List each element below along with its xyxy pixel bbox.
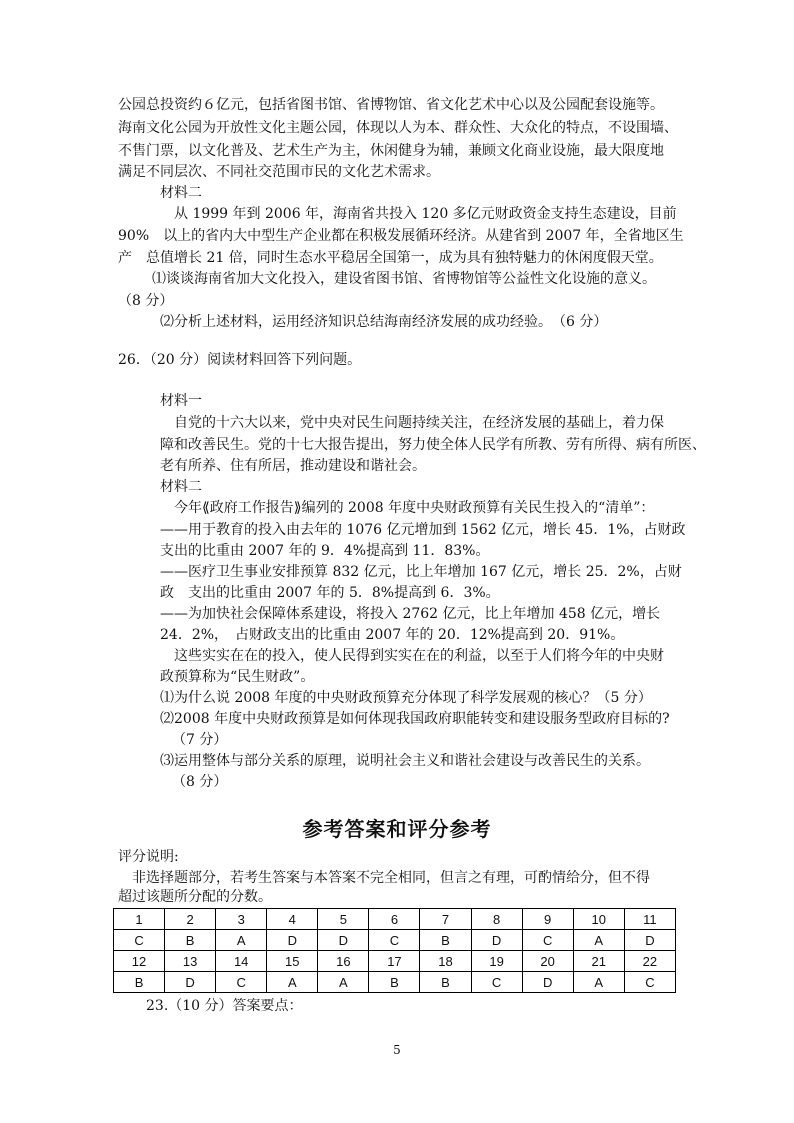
table-cell: A: [573, 930, 624, 951]
table-cell: D: [471, 930, 522, 951]
scoring-note: 非选择题部分，若考生答案与本答案不完全相同，但言之有理，可酌情给分，但不得: [132, 870, 650, 886]
text-line: 不售门票，以文化普及、艺术生产为主，休闲健身为辅，兼顾文化商业设施，最大限度地: [118, 143, 664, 159]
table-cell: 2: [165, 909, 216, 930]
table-cell: B: [369, 972, 420, 993]
text-line: 支出的比重由 2007 年的 9．4%提高到 11．83%。: [160, 543, 490, 559]
table-cell: 9: [522, 909, 573, 930]
table-row: [114, 909, 676, 930]
text-line: 从 1999 年到 2006 年，海南省共投入 120 多亿元财政资金支持生态建设，目前: [174, 206, 677, 222]
table-cell: 3: [216, 909, 267, 930]
table-cell: B: [420, 972, 471, 993]
table-cell: C: [471, 972, 522, 993]
table-cell: 17: [369, 951, 420, 972]
table-cell: C: [624, 972, 675, 993]
material-heading: 材料二: [160, 479, 202, 495]
text-line: 90% 以上的省内大中型生产企业都在积极发展循环经济。从建省到 2007 年，全省地区生: [118, 228, 684, 244]
text-line: 自党的十六大以来，党中央对民生问题持续关注，在经济发展的基础上，着力保: [174, 415, 664, 431]
table-cell: 13: [165, 951, 216, 972]
text-line: 今年⟪政府工作报告⟫编列的 2008 年度中央财政预算有关民生投入的“清单”：: [174, 500, 655, 516]
table-cell: D: [624, 930, 675, 951]
table-cell: 11: [624, 909, 675, 930]
question-score: （7 分）: [172, 732, 228, 748]
table-cell: A: [216, 930, 267, 951]
question-heading: 23.（10 分）答案要点：: [146, 998, 303, 1014]
question-item: ⑴谈谈海南省加大文化投入，建设省图书馆、省博物馆等公益性文化设施的意义。: [152, 271, 656, 287]
text-line: 障和改善民生。党的十七大报告提出，努力使全体人民学有所教、劳有所得、病有所医、: [160, 437, 706, 453]
table-cell: 20: [522, 951, 573, 972]
table-cell: D: [522, 972, 573, 993]
table-cell: B: [165, 930, 216, 951]
table-cell: B: [114, 972, 165, 993]
table-cell: 18: [420, 951, 471, 972]
material-heading: 材料二: [160, 185, 202, 201]
answer-table: [113, 908, 676, 993]
table-cell: C: [369, 930, 420, 951]
table-cell: 5: [318, 909, 369, 930]
answer-title: 参考答案和评分参考: [302, 817, 492, 841]
table-row: [114, 930, 676, 951]
table-cell: 7: [420, 909, 471, 930]
table-cell: 15: [267, 951, 318, 972]
text-line: 海南文化公园为开放性文化主题公园，体现以人为本、群众性、大众化的特点，不设围墙、: [118, 120, 678, 136]
text-line: 产 总值增长 21 倍，同时生态水平稳居全国第一，成为具有独特魅力的休闲度假天堂。: [118, 250, 663, 266]
text-line: ——医疗卫生事业安排预算 832 亿元，比上年增加 167 亿元，增长 25．2%，占财: [160, 564, 682, 580]
table-cell: D: [267, 930, 318, 951]
table-cell: A: [267, 972, 318, 993]
table-row: [114, 972, 676, 993]
question-score: （8 分）: [172, 774, 228, 790]
table-cell: 12: [114, 951, 165, 972]
table-cell: C: [216, 972, 267, 993]
table-cell: D: [165, 972, 216, 993]
text-line: 老有所养、住有所居，推动建设和谐社会。: [160, 458, 426, 474]
table-cell: 14: [216, 951, 267, 972]
text-line: 24．2%， 占财政支出的比重由 2007 年的 20．12%提高到 20．91%。: [160, 627, 625, 643]
table-cell: A: [573, 972, 624, 993]
text-line: 公园总投资约６亿元，包括省图书馆、省博物馆、省文化艺术中心以及公园配套设施等。: [118, 97, 664, 113]
table-cell: 22: [624, 951, 675, 972]
table-cell: D: [318, 930, 369, 951]
table-cell: 8: [471, 909, 522, 930]
question-score: （8 分）: [118, 293, 174, 309]
table-cell: 6: [369, 909, 420, 930]
table-cell: C: [114, 930, 165, 951]
material-heading: 材料一: [160, 393, 202, 409]
table-cell: 19: [471, 951, 522, 972]
table-cell: B: [420, 930, 471, 951]
page-number: 5: [393, 1043, 401, 1057]
table-cell: A: [318, 972, 369, 993]
scoring-note: 超过该题所分配的分数。: [118, 889, 272, 905]
scoring-note-label: 评分说明:: [118, 849, 179, 865]
text-line: ——用于教育的投入由去年的 1076 亿元增加到 1562 亿元，增长 45．1%，占财政: [160, 522, 686, 538]
table-cell: 1: [114, 909, 165, 930]
text-line: 满足不同层次、不同社交范围市民的文化艺术需求。: [118, 164, 440, 180]
table-cell: 16: [318, 951, 369, 972]
table-cell: C: [522, 930, 573, 951]
table-row: [114, 951, 676, 972]
table-cell: 4: [267, 909, 318, 930]
text-line: 政 支出的比重由 2007 年的 5．8%提高到 6．3%。: [160, 585, 500, 601]
table-cell: 21: [573, 951, 624, 972]
text-line: 这些实实在在的投入，使人民得到实实在在的利益，以至于人们将今年的中央财: [174, 648, 664, 664]
table-cell: 10: [573, 909, 624, 930]
text-line: 政预算称为“民生财政”。: [160, 669, 315, 685]
question-item: ⑵2008 年度中央财政预算是如何体现我国政府职能转变和建设服务型政府目标的?: [160, 711, 670, 727]
text-line: ——为加快社会保障体系建设，将投入 2762 亿元，比上年增加 458 亿元，增长: [160, 606, 661, 622]
question-item: ⑶运用整体与部分关系的原理，说明社会主义和谐社会建设与改善民生的关系。: [160, 753, 650, 769]
question-item: ⑴为什么说 2008 年度的中央财政预算充分体现了科学发展观的核心？（5 分）: [160, 690, 652, 706]
question-heading: 26．（20 分）阅读材料回答下列问题。: [118, 352, 362, 368]
question-item: ⑵分析上述材料，运用经济知识总结海南经济发展的成功经验。 （6 分）: [160, 314, 608, 330]
